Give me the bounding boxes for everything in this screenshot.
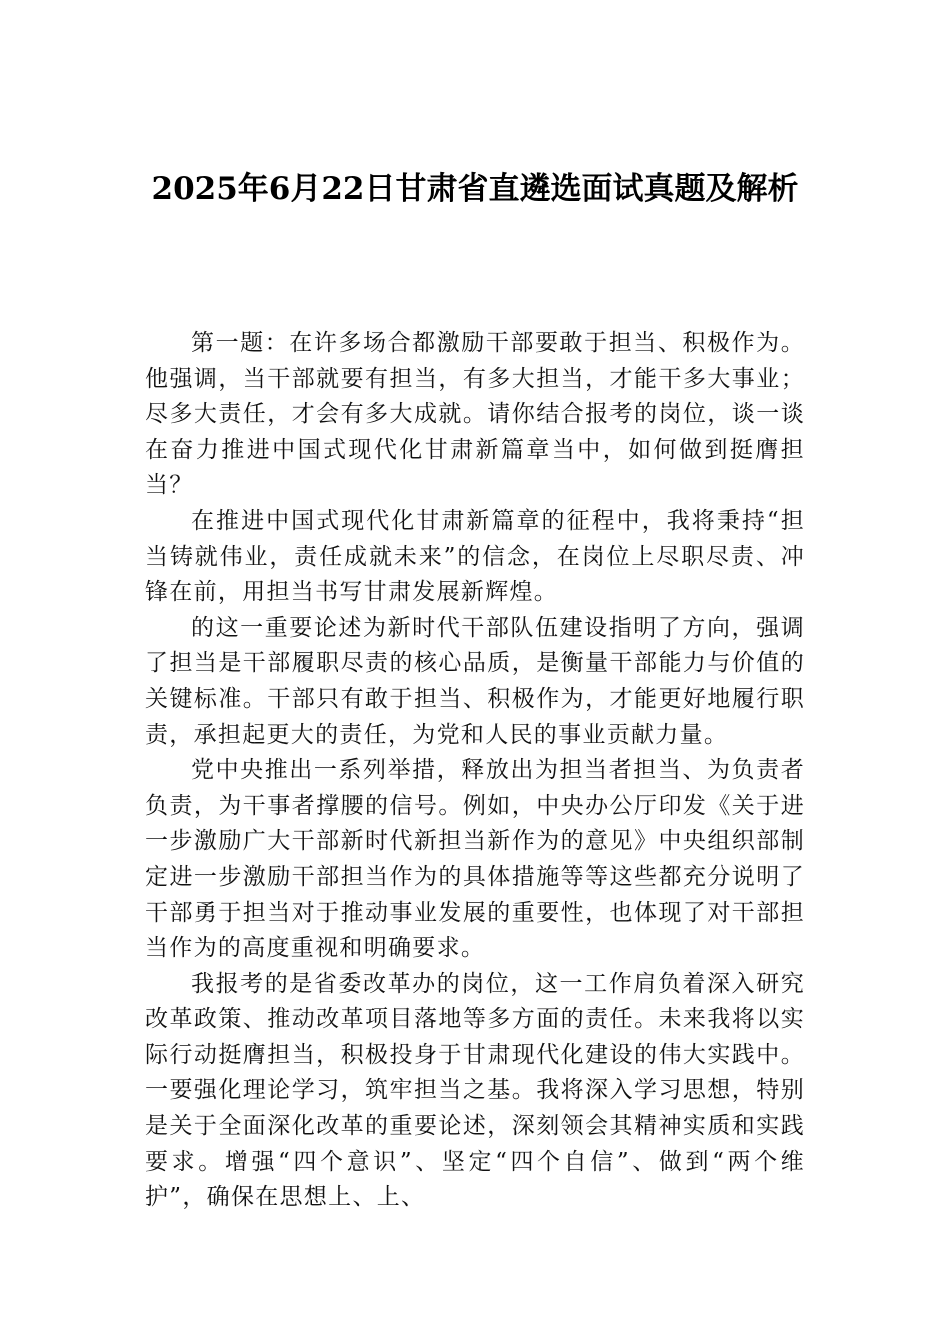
paragraph-question-one: 第一题：在许多场合都激励干部要敢于担当、积极作为。他强调，当干部就要有担当，有多大担当，才能干多大事业；尽多大责任，才会有多大成就。请你结合报考的岗位，谈一谈在奋力推进中国式现代化甘肃新篇章当中，如何做到挺膺担当？ bbox=[145, 330, 805, 499]
document-title: 2025年6月22日甘肃省直遴选面试真题及解析 bbox=[151, 171, 799, 207]
paragraph-job-commitment: 我报考的是省委改革办的岗位，这一工作肩负着深入研究改革政策、推动改革项目落地等多方面的责任。未来我将以实际行动挺膺担当，积极投身于甘肃现代化建设的伟大实践中。一要强化理论学习，筑牢担当之基。我将深入学习思想，特别是关于全面深化改革的重要论述，深刻领会其精神实质和实践要求。增强“四个意识”、坚定“四个自信”、做到“两个维护”，确保在思想上、上、 bbox=[145, 970, 805, 1211]
document-body bbox=[145, 326, 805, 1216]
paragraph-opening-statement: 在推进中国式现代化甘肃新篇章的征程中，我将秉持“担当铸就伟业，责任成就未来”的信念，在岗位上尽职尽责、冲锋在前，用担当书写甘肃发展新辉煌。 bbox=[145, 507, 805, 606]
paragraph-significance: 的这一重要论述为新时代干部队伍建设指明了方向，强调了担当是干部履职尽责的核心品质，是衡量干部能力与价值的关键标准。干部只有敢于担当、积极作为，才能更好地履行职责，承担起更大的责任，为党和人民的事业贡献力量。 bbox=[145, 614, 805, 748]
paragraph-policy-measures: 党中央推出一系列举措，释放出为担当者担当、为负责者负责，为干事者撑腰的信号。例如，中央办公厅印发《关于进一步激励广大干部新时代新担当新作为的意见》中央组织部制定进一步激励干部担当作为的具体措施等等这些都充分说明了干部勇于担当对于推动事业发展的重要性，也体现了对干部担当作为的高度重视和明确要求。 bbox=[145, 757, 805, 962]
